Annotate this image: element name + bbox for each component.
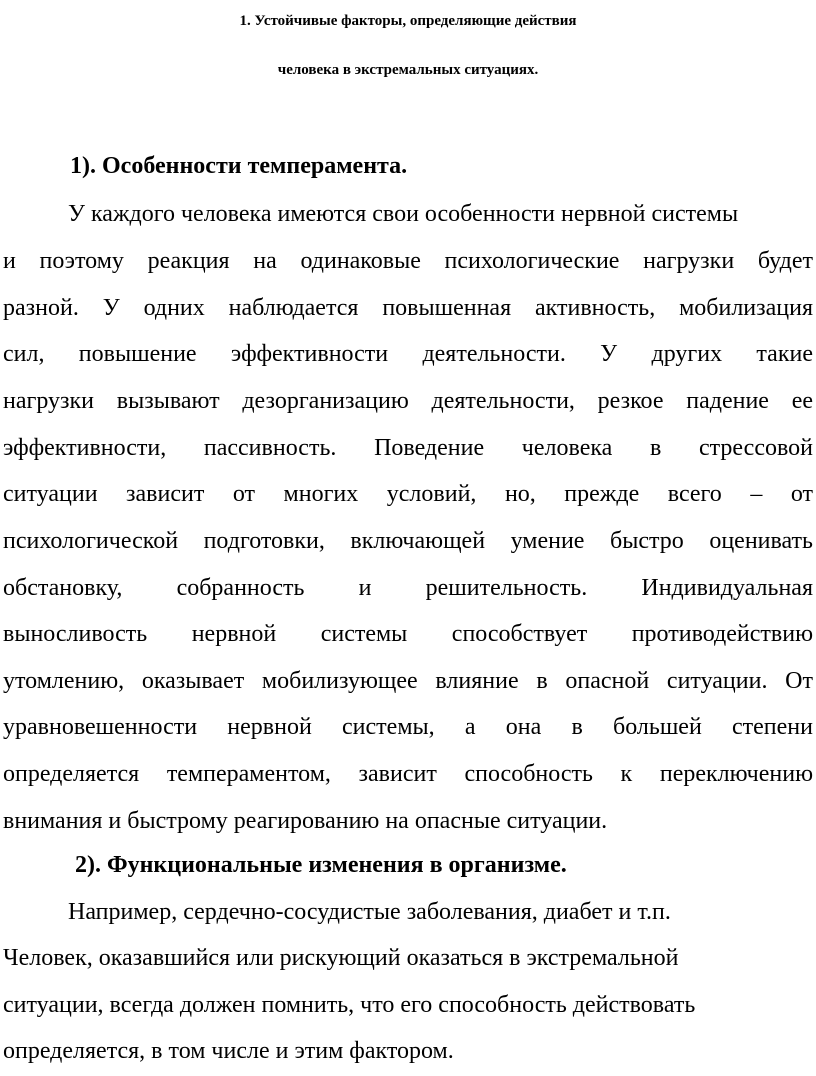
section-1-line: уравновешенности нервной системы, а она в большей степени	[3, 714, 813, 740]
section-1-line: сил, повышение эффективности деятельности. У других такие	[3, 341, 813, 367]
document-title-line-1: 1. Устойчивые факторы, определяющие действия	[239, 13, 577, 29]
section-1-line: психологической подготовки, включающей умение быстро оценивать	[3, 528, 813, 554]
section-1-line: У каждого человека имеются свои особенности нервной системы	[68, 201, 739, 227]
section-1-line: разной. У одних наблюдается повышенная активность, мобилизация	[3, 295, 813, 321]
section-1-line: и поэтому реакция на одинаковые психологические нагрузки будет	[3, 248, 813, 274]
section-1-line: нагрузки вызывают дезорганизацию деятельности, резкое падение ее	[3, 388, 813, 414]
section-2-line: ситуации, всегда должен помнить, что его способность действовать	[3, 992, 696, 1018]
section-1-line: выносливость нервной системы способствует противодействию	[3, 621, 813, 647]
section-1-line: внимания и быстрому реагированию на опасные ситуации.	[3, 808, 608, 834]
section-2-line: определяется, в том числе и этим фактором.	[3, 1038, 454, 1064]
section-1-heading: 1). Особенности темперамента.	[70, 153, 408, 179]
section-2-heading: 2). Функциональные изменения в организме.	[75, 852, 567, 878]
section-1-line: обстановку, собранность и решительность. Индивидуальная	[3, 575, 813, 601]
section-1-line: эффективности, пассивность. Поведение человека в стрессовой	[3, 435, 813, 461]
section-1-line: ситуации зависит от многих условий, но, прежде всего – от	[3, 481, 813, 507]
document-title-line-2: человека в экстремальных ситуациях.	[277, 62, 539, 78]
section-2-line: Человек, оказавшийся или рискующий оказаться в экстремальной	[3, 945, 679, 971]
section-1-line: утомлению, оказывает мобилизующее влияние в опасной ситуации. От	[3, 668, 813, 694]
section-2-line: Например, сердечно-сосудистые заболевания, диабет и т.п.	[68, 899, 671, 925]
section-1-line: определяется темпераментом, зависит способность к переключению	[3, 761, 813, 787]
